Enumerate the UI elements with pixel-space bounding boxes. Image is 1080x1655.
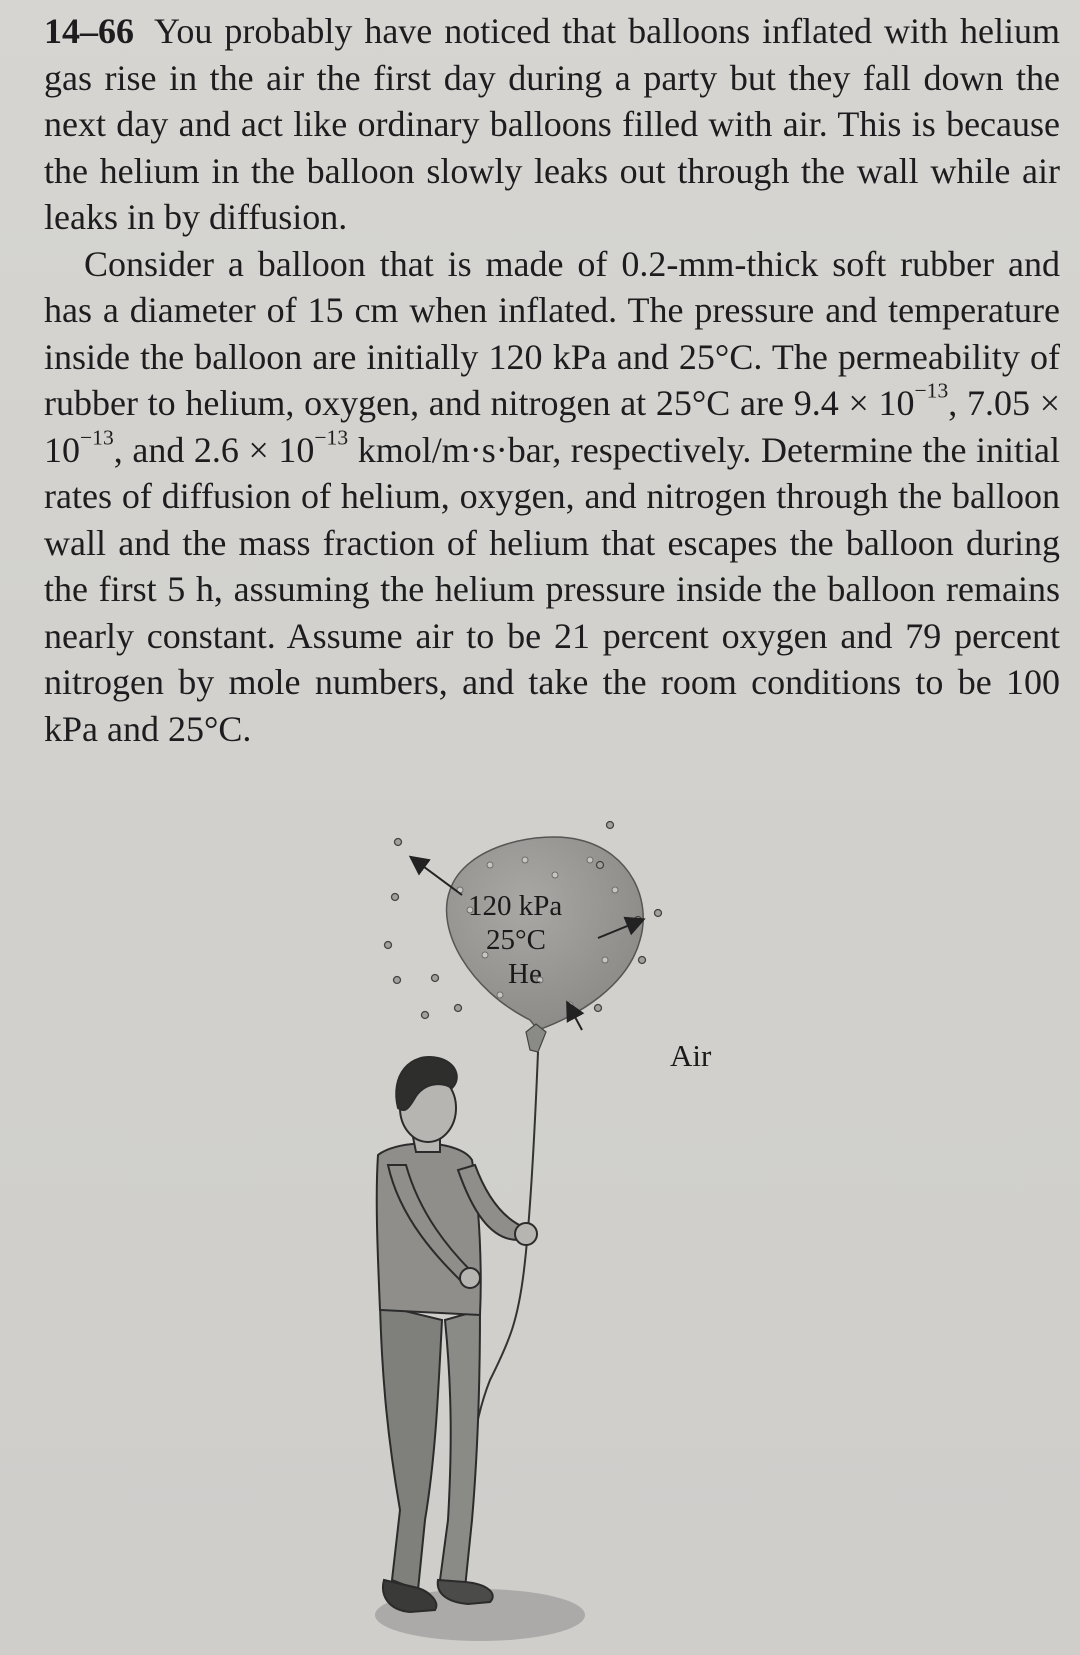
temperature-label: 25°C <box>486 924 546 956</box>
problem-statement-b: kmol/m·s·bar, respectively. Determine the initial rates of diffusion of helium, oxygen, and nitrogen through the balloon wall and the mass fraction of helium that escapes the balloon during the first 5 h, assuming the helium pressure inside the balloon remains nearly constant. Assume air to be 21 percent oxygen and 79 percent nitrogen by mole numbers, and take the room conditions to be 100 kPa and 25°C. <box>44 429 1060 749</box>
gas-label: He <box>508 958 542 990</box>
permeability-nitrogen: $2.6 \times 10^{-13}$ <box>193 425 349 470</box>
balloon-illustration <box>340 820 780 1650</box>
problem-paragraph-1 <box>44 8 1060 241</box>
person <box>377 1057 537 1612</box>
problem-text <box>44 8 1060 752</box>
permeability-helium: $9.4 \times 10^{-13}$ <box>793 378 949 423</box>
helium-out-arrow-left <box>412 858 462 895</box>
balloon-figure <box>340 820 780 1650</box>
problem-statement-a: Consider a balloon that is made of 0.2-mm-thick soft rubber and has a diameter of 15 cm when inflated. The pressure and temperature inside the balloon are initially 120 kPa and 25°C. The permeability of rubber to helium, oxygen, and nitrogen at 25°C are <box>44 243 1060 423</box>
problem-number: 14–66 <box>44 11 134 51</box>
pressure-label: 120 kPa <box>468 890 563 922</box>
intro-text: You probably have noticed that balloons inflated with helium gas rise in the air the first day during a party but they fall down the next day and act like ordinary balloons filled with air. This is because the helium in the balloon slowly leaks out through the wall while air leaks in by diffusion. <box>44 11 1060 237</box>
permeability-oxygen: $7.05 \times 10^{-13}$ <box>44 383 1061 470</box>
problem-paragraph-2: Consider a balloon that is made of 0.2-mm-thick soft rubber and has a diameter of 15 cm when inflated. The pressure and temperature inside the balloon are initially 120 kPa and 25°C. The permeability of rubber to helium, oxygen, and nitrogen at 25°C are $9.4 \times 10^{-13}$, $7.05 \times 10^{-13}$, and $2.6 \times 10^{-13}$ kmol/m·s·bar, respectively. Determine the initial rates of diffusion of helium, oxygen, and nitrogen through the balloon wall and the mass fraction of helium that escapes the balloon during the first 5 h, assuming the helium pressure inside the balloon remains nearly constant. Assume air to be 21 percent oxygen and 79 percent nitrogen by mole numbers, and take the room conditions to be 100 kPa and 25°C. <box>44 243 1061 749</box>
air-label: Air <box>670 1038 712 1073</box>
